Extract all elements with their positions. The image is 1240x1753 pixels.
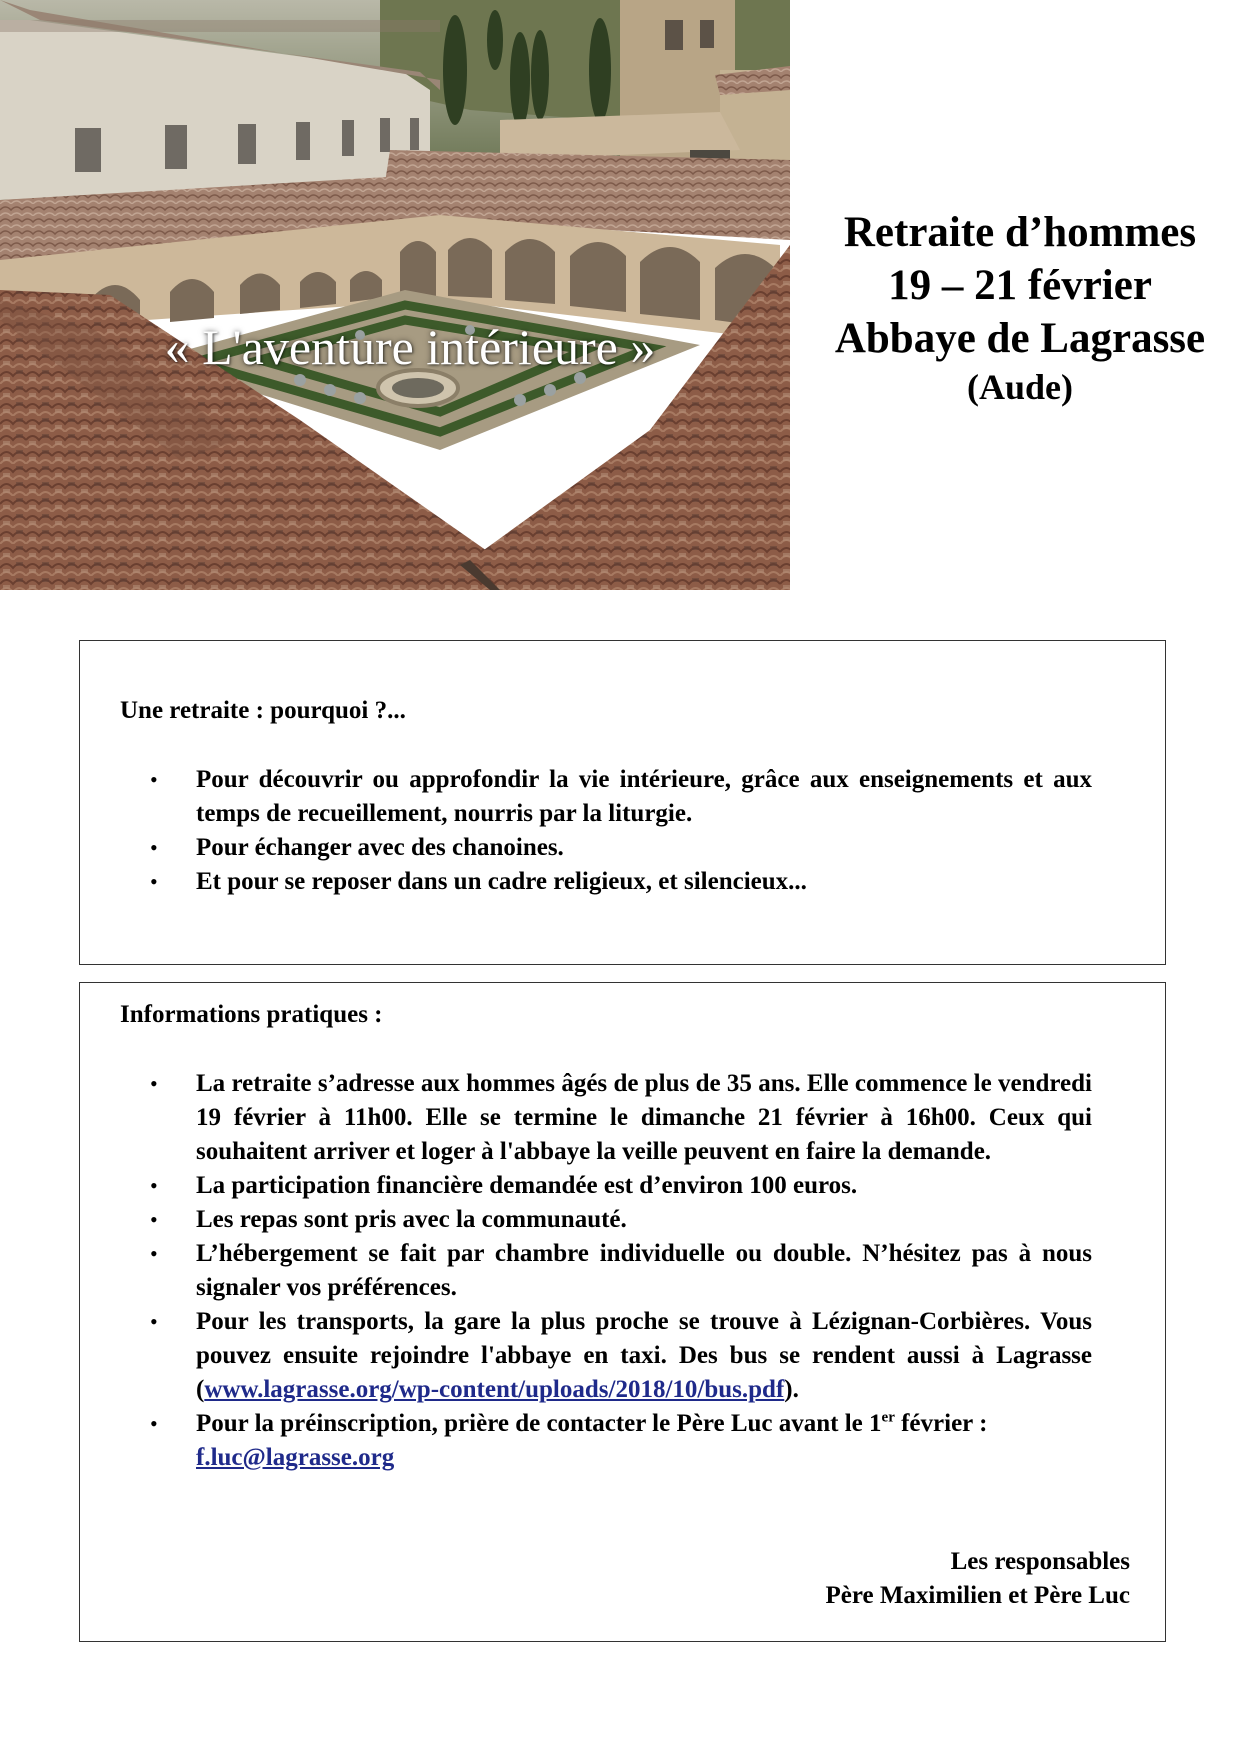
list-item: • L’hébergement se fait par chambre individuelle ou double. N’hésitez pas à nous signaler vos préférences. — [150, 1237, 1092, 1305]
signature-line2: Père Maximilien et Père Luc — [825, 1582, 1130, 1609]
practical-info-box — [79, 982, 1166, 1642]
info-list — [150, 1067, 1092, 1475]
list-item: • Les repas sont pris avec la communauté. — [150, 1203, 1092, 1237]
list-item-transport — [150, 1305, 1092, 1407]
heading-location: Abbaye de Lagrasse — [834, 315, 1206, 362]
why-retreat-box — [79, 640, 1166, 965]
signature-line1: Les responsables — [950, 1548, 1130, 1575]
heading-title: Retraite d’hommes — [843, 209, 1197, 256]
photo-caption: « L'aventure intérieure » — [164, 319, 656, 375]
heading-dates: 19 – 21 février — [888, 262, 1152, 309]
list-item: • Et pour se reposer dans un cadre religieux, et silencieux... — [150, 865, 1092, 899]
list-item: • Pour échanger avec des chanoines. — [150, 831, 1092, 865]
bus-schedule-link[interactable]: www.lagrasse.org/wp-content/uploads/2018/10/bus.pdf — [204, 1376, 785, 1403]
list-item-preinscription — [150, 1407, 1092, 1475]
why-list — [150, 763, 1092, 899]
cloister-illustration — [0, 0, 790, 590]
preinscription-after: février : — [894, 1410, 988, 1437]
section-title-why: Une retraite : pourquoi ?... — [120, 697, 406, 724]
transport-text: Pour les transports, la gare la plus proche se trouve à Lézignan-Corbières. Vous pouvez ensuite rejoindre l'abbaye en taxi. Des bus se rendent aussi à Lagrasse ( — [196, 1308, 1092, 1403]
preinscription-text: Pour la préinscription, prière de contacter le Père Luc avant le 1 — [196, 1410, 882, 1437]
retreat-heading — [800, 206, 1240, 409]
abbey-cloister-photo — [0, 0, 790, 590]
contact-email-link[interactable]: f.luc@lagrasse.org — [196, 1444, 395, 1471]
list-item: • La retraite s’adresse aux hommes âgés de plus de 35 ans. Elle commence le vendredi 19 février à 11h00. Elle se termine le dimanche 21 février à 16h00. Ceux qui souhaitent arriver et loger à l'abbaye la veille peuvent en faire la demande. — [150, 1067, 1092, 1169]
heading-region: (Aude) — [967, 367, 1073, 407]
list-item: • Pour découvrir ou approfondir la vie intérieure, grâce aux enseignements et aux temps de recueillement, nourris par la liturgie. — [150, 763, 1092, 831]
transport-after: ). — [784, 1376, 799, 1403]
section-title-info: Informations pratiques : — [120, 1001, 383, 1028]
list-item: • La participation financière demandée est d’environ 100 euros. — [150, 1169, 1092, 1203]
ordinal-superscript: er — [881, 1409, 895, 1426]
signature-block — [825, 1545, 1130, 1613]
